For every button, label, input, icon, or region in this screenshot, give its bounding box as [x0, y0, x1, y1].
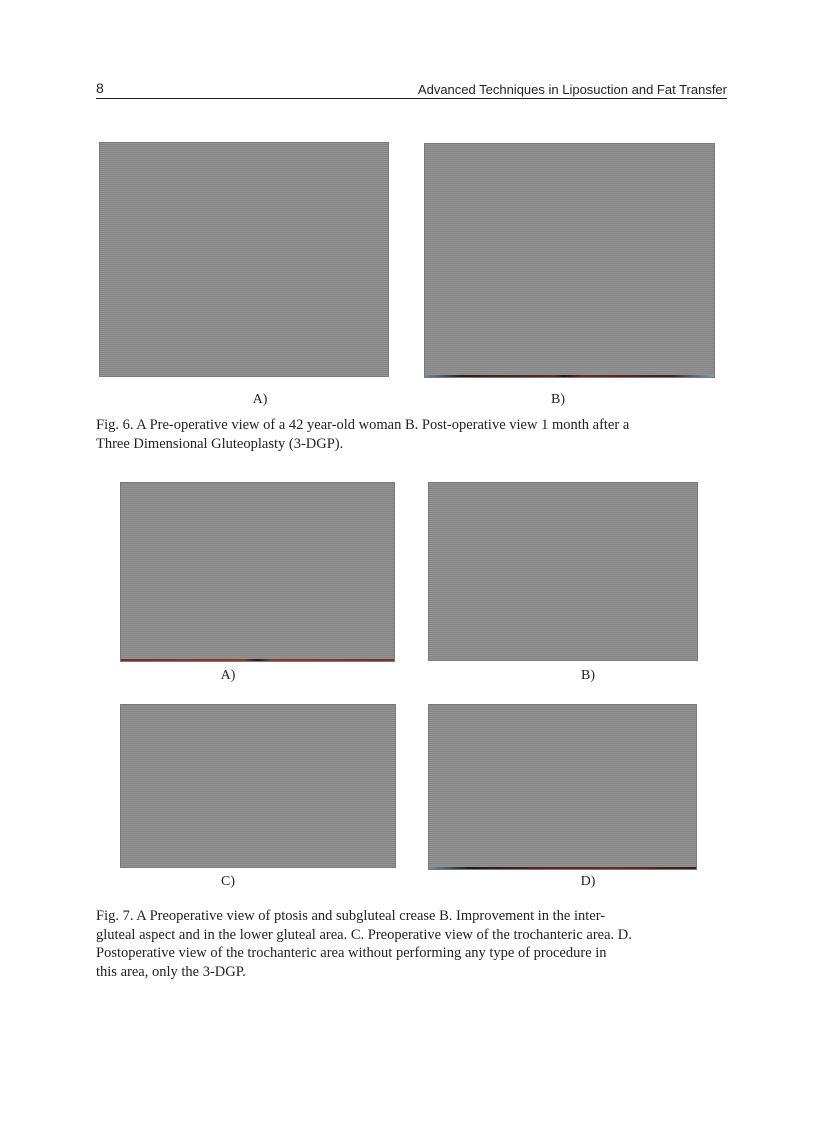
- figure7-caption-line: this area, only the 3-DGP.: [96, 963, 246, 980]
- figure6-photo-b: [424, 143, 715, 378]
- figure6-photo-a: [99, 142, 389, 377]
- figure7-caption: [96, 907, 736, 981]
- running-head: [96, 80, 727, 99]
- figure6-label-b: B): [551, 392, 565, 407]
- figure7-label-a: A): [220, 668, 236, 683]
- figure7-photo-b: [428, 482, 698, 661]
- page-number: 8: [96, 80, 104, 96]
- figure7-caption-line: gluteal aspect and in the lower gluteal area. C. Preoperative view of the trochanteric area. D.: [96, 926, 632, 943]
- figure7-label-d: D): [580, 874, 596, 889]
- figure7-photo-c: [120, 704, 396, 868]
- figure7-caption-line: Postoperative view of the trochanteric area without performing any type of procedure in: [96, 945, 607, 961]
- figure7-caption-line: Fig. 7. A Preoperative view of ptosis and subgluteal crease B. Improvement in the inter-: [96, 908, 606, 924]
- figure7-label-b: B): [581, 668, 595, 683]
- running-title: Advanced Techniques in Liposuction and Fat Transfer: [417, 82, 727, 97]
- figure7-photo-d: [428, 704, 697, 870]
- figure6-caption-line: Three Dimensional Gluteoplasty (3-DGP).: [96, 435, 344, 452]
- figure7-photo-a: [120, 482, 395, 662]
- figure6-caption: [96, 416, 736, 453]
- figure6-label-a: A): [252, 392, 268, 407]
- figure7-label-c: C): [221, 874, 235, 889]
- figure6-caption-line: Fig. 6. A Pre-operative view of a 42 year-old woman B. Post-operative view 1 month after a: [96, 417, 630, 433]
